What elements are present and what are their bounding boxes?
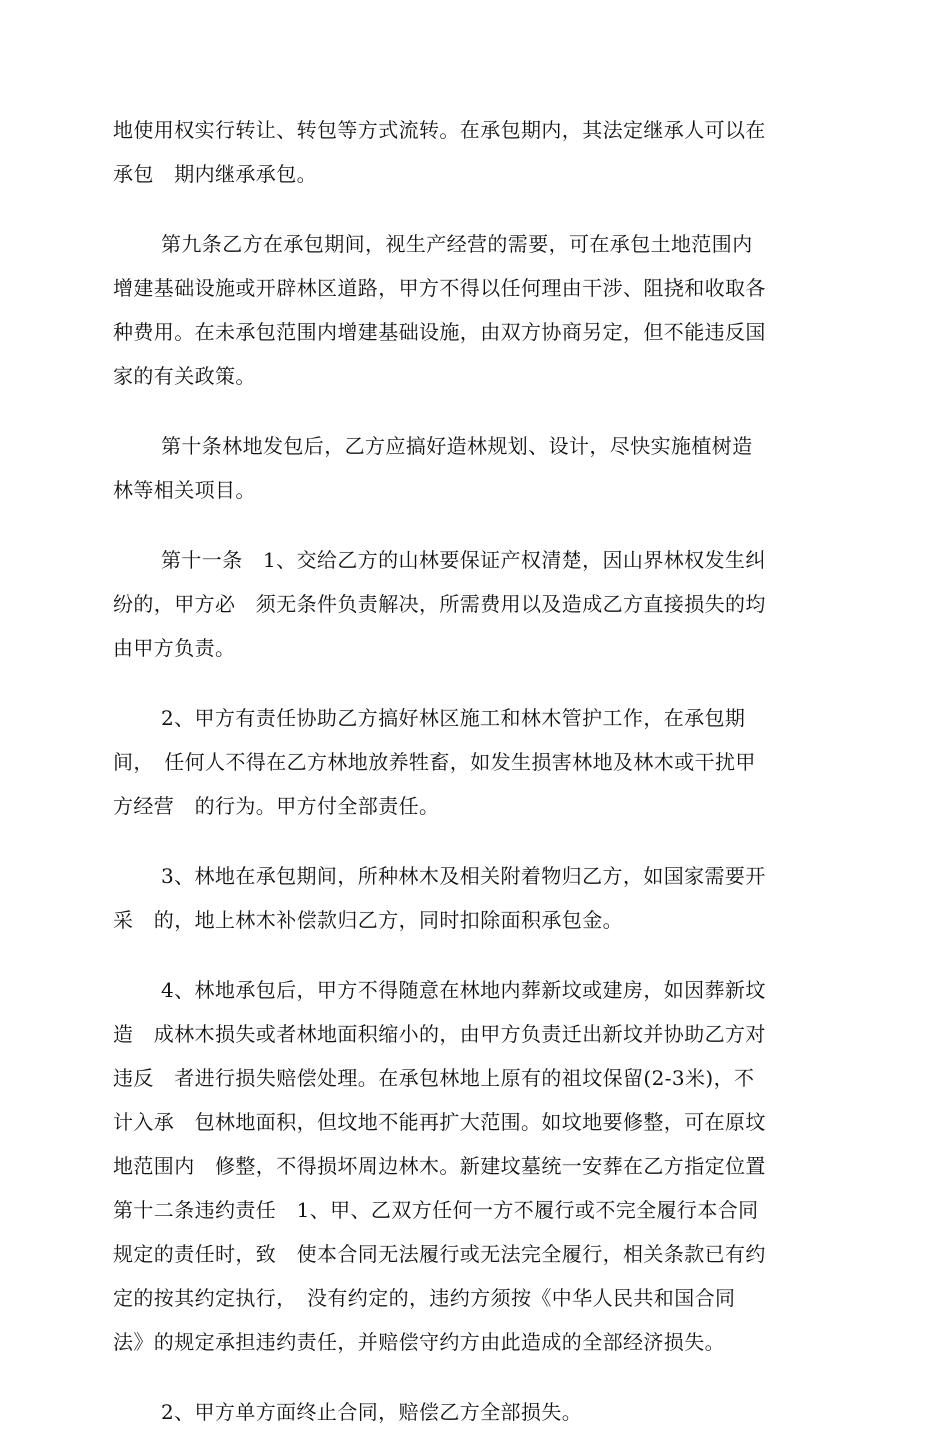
paragraph-article-11-item-4-and-article-12 xyxy=(113,968,843,1364)
text-line: 种费用。在未承包范围内增建基础设施，由双方协商另定，但不能违反国 xyxy=(113,320,766,344)
text-line: 承包 期内继承承包。 xyxy=(113,162,317,186)
text-line: 第九条乙方在承包期间，视生产经营的需要，可在承包土地范围内 xyxy=(161,232,753,256)
paragraph-article-11-item-2 xyxy=(113,696,843,828)
text-line: 4、林地承包后，甲方不得随意在林地内葬新坟或建房，如因葬新坟 xyxy=(161,978,766,1002)
text-line: 间， 任何人不得在乙方林地放养牲畜，如发生损害林地及林木或干扰甲 xyxy=(113,750,756,774)
document-body xyxy=(113,108,843,1434)
text-line: 违反 者进行损失赔偿处理。在承包林地上原有的祖坟保留(2-3米)，不 xyxy=(113,1066,755,1090)
text-line: 2、甲方单方面终止合同，赔偿乙方全部损失。 xyxy=(161,1400,583,1424)
text-line: 第十一条 1、交给乙方的山林要保证产权清楚，因山界林权发生纠 xyxy=(161,548,766,572)
text-line: 第十条林地发包后，乙方应搞好造林规划、设计，尽快实施植树造 xyxy=(161,434,753,458)
text-line: 第十二条违约责任 1、甲、乙双方任何一方不履行或不完全履行本合同 xyxy=(113,1198,759,1222)
text-line: 采 的，地上林木补偿款归乙方，同时扣除面积承包金。 xyxy=(113,908,623,932)
text-line: 法》的规定承担违约责任，并赔偿守约方由此造成的全部经济损失。 xyxy=(113,1330,725,1354)
text-line: 2、甲方有责任协助乙方搞好林区施工和林木管护工作，在承包期 xyxy=(161,706,746,730)
paragraph-article-11-item-3 xyxy=(113,854,843,942)
paragraph-article-10 xyxy=(113,424,843,512)
text-line: 由甲方负责。 xyxy=(113,636,236,660)
text-line: 纷的，甲方必 须无条件负责解决，所需费用以及造成乙方直接损失的均 xyxy=(113,592,766,616)
text-line: 家的有关政策。 xyxy=(113,364,256,388)
text-line: 增建基础设施或开辟林区道路，甲方不得以任何理由干涉、阻挠和收取各 xyxy=(113,276,766,300)
paragraph-article-12-item-2 xyxy=(113,1390,843,1434)
text-line: 地范围内 修整，不得损坏周边林木。新建坟墓统一安葬在乙方指定位置 xyxy=(113,1154,766,1178)
paragraph-article-9 xyxy=(113,222,843,398)
paragraph-article-11-item-1 xyxy=(113,538,843,670)
text-line: 林等相关项目。 xyxy=(113,478,256,502)
text-line: 造 成林木损失或者林地面积缩小的，由甲方负责迁出新坟并协助乙方对 xyxy=(113,1022,766,1046)
text-line: 3、林地在承包期间，所种林木及相关附着物归乙方，如国家需要开 xyxy=(161,864,766,888)
text-line: 规定的责任时，致 使本合同无法履行或无法完全履行，相关条款已有约 xyxy=(113,1242,766,1266)
text-line: 方经营 的行为。甲方付全部责任。 xyxy=(113,794,440,818)
paragraph-1 xyxy=(113,108,843,196)
text-line: 地使用权实行转让、转包等方式流转。在承包期内，其法定继承人可以在 xyxy=(113,118,766,142)
text-line: 计入承 包林地面积，但坟地不能再扩大范围。如坟地要修整，可在原坟 xyxy=(113,1110,766,1134)
text-line: 定的按其约定执行， 没有约定的，违约方须按《中华人民共和国合同 xyxy=(113,1286,736,1310)
